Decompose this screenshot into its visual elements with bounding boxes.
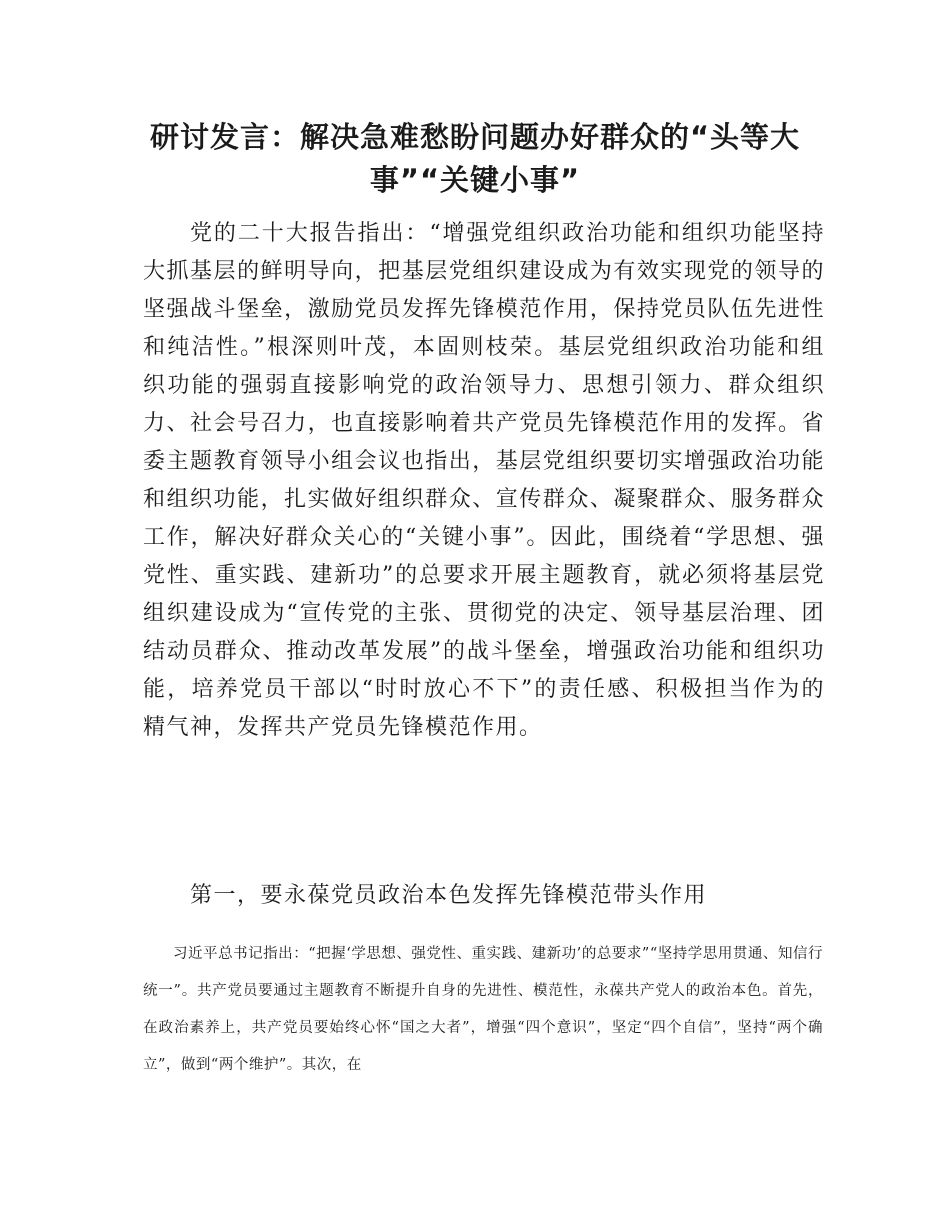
- document-title: 研讨发言：解决急难愁盼问题办好群众的“头等大事”“关键小事”: [149, 120, 801, 197]
- section-paragraph: 习近平总书记指出：“把握‘学思想、强党性、重实践、建新功’的总要求”“坚持学思用贯通、知信行统一”。共产党员要通过主题教育不断提升自身的先进性、模范性，永葆共产党人的政治本色。首先，在政治素养上，共产党员要始终心怀“国之大者”，增强“四个意识”，坚定“四个自信”，坚持“两个确立”，做到“两个维护”。其次，在: [143, 946, 823, 1073]
- section-heading: 第一，要永葆党员政治本色发挥先锋模范带头作用: [190, 883, 708, 908]
- body-paragraph: 党的二十大报告指出：“增强党组织政治功能和组织功能坚持大抓基层的鲜明导向，把基层党组织建设成为有效实现党的领导的坚强战斗堡垒，激励党员发挥先锋模范作用，保持党员队伍先进性和纯洁性。”根深则叶茂，本固则枝荣。基层党组织政治功能和组织功能的强弱直接影响党的政治领导力、思想引领力、群众组织力、社会号召力，也直接影响着共产党员先锋模范作用的发挥。省委主题教育领导小组会议也指出，基层党组织要切实增强政治功能和组织功能，扎实做好组织群众、宣传群众、凝聚群众、服务群众工作，解决好群众关心的“关键小事”。因此，围绕着“学思想、强党性、重实践、建新功”的总要求开展主题教育，就必须将基层党组织建设成为“宣传党的主张、贯彻党的决定、领导基层治理、团结动员群众、推动改革发展”的战斗堡垒，增强政治功能和组织功能，培养党员干部以“时时放心不下”的责任感、积极担当作为的精气神，发挥共产党员先锋模范作用。: [143, 221, 825, 740]
